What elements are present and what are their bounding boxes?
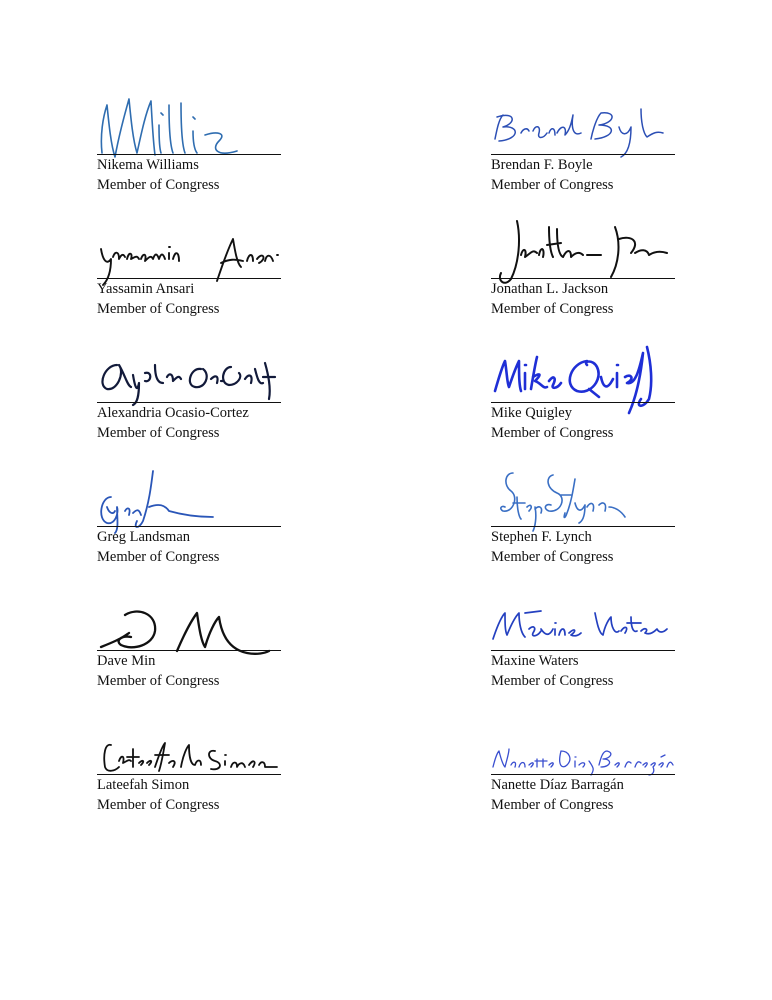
signature-line xyxy=(491,278,675,279)
signatory-title: Member of Congress xyxy=(491,301,614,317)
signature-block-lateefah-simon xyxy=(97,715,281,825)
signature-block-nanette-diaz-barragan xyxy=(491,715,675,825)
signatory-name: Nikema Williams xyxy=(97,157,199,173)
signature-line xyxy=(491,402,675,403)
signature-stroke xyxy=(493,611,667,639)
signature-stroke xyxy=(493,749,673,775)
signature-stroke xyxy=(500,221,667,283)
signature-line xyxy=(97,278,281,279)
signatory-title: Member of Congress xyxy=(97,673,220,689)
signatory-title: Member of Congress xyxy=(491,177,614,193)
signature-line xyxy=(491,774,675,775)
signature-stroke xyxy=(501,473,625,531)
signatory-name: Maxine Waters xyxy=(491,653,579,669)
signature-line xyxy=(97,526,281,527)
signatory-title: Member of Congress xyxy=(97,797,220,813)
signature-line xyxy=(491,650,675,651)
signatory-name: Alexandria Ocasio-Cortez xyxy=(97,405,249,421)
signature-stroke xyxy=(101,612,269,654)
signatory-title: Member of Congress xyxy=(491,425,614,441)
signature-block-dave-min xyxy=(97,591,281,701)
signatory-title: Member of Congress xyxy=(491,797,614,813)
signatory-name: Dave Min xyxy=(97,653,156,669)
signature-line xyxy=(97,154,281,155)
signatory-title: Member of Congress xyxy=(97,549,220,565)
signatory-name: Jonathan L. Jackson xyxy=(491,281,609,297)
signature-line xyxy=(97,402,281,403)
signature-stroke xyxy=(101,99,237,157)
signature-stroke xyxy=(104,743,277,771)
signature-line xyxy=(97,774,281,775)
signature-line xyxy=(491,526,675,527)
signatory-title: Member of Congress xyxy=(491,549,614,565)
signatory-name: Yassamin Ansari xyxy=(97,281,195,297)
signatory-title: Member of Congress xyxy=(97,177,220,193)
signatory-name: Stephen F. Lynch xyxy=(491,529,592,545)
signatory-name: Greg Landsman xyxy=(97,529,191,545)
signature-stroke xyxy=(102,363,275,405)
signature-block-nikema-williams xyxy=(97,95,281,205)
signatory-title: Member of Congress xyxy=(491,673,614,689)
signature-stroke xyxy=(101,471,213,533)
signatory-name: Brendan F. Boyle xyxy=(491,157,593,173)
signature-block-brendan-f-boyle xyxy=(491,95,675,205)
signature-line xyxy=(491,154,675,155)
signature-block-alexandria-ocasio-cortez xyxy=(97,343,281,453)
signatory-name: Lateefah Simon xyxy=(97,777,190,793)
signatory-title: Member of Congress xyxy=(97,425,220,441)
signatory-title: Member of Congress xyxy=(97,301,220,317)
signature-stroke xyxy=(495,109,663,157)
signatory-name: Mike Quigley xyxy=(491,405,572,421)
signature-block-jonathan-l-jackson xyxy=(491,219,675,329)
signature-block-greg-landsman xyxy=(97,467,281,577)
signature-block-mike-quigley xyxy=(491,343,675,453)
signature-block-stephen-f-lynch xyxy=(491,467,675,577)
signatory-name: Nanette Díaz Barragán xyxy=(491,777,624,793)
signature-block-yassamin-ansari xyxy=(97,219,281,329)
signature-line xyxy=(97,650,281,651)
signature-block-maxine-waters xyxy=(491,591,675,701)
